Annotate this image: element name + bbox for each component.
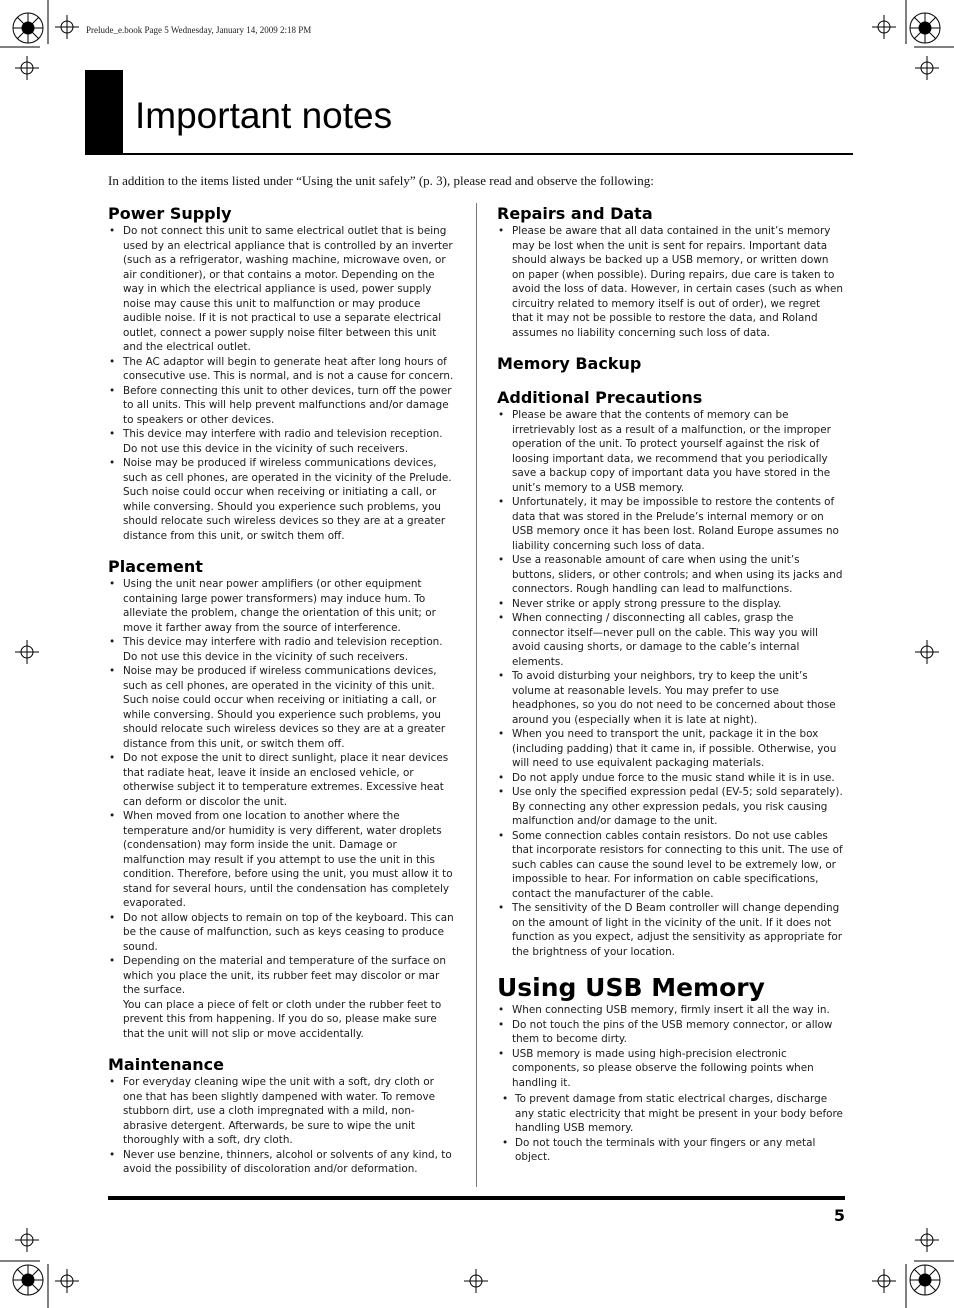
section-power-supply bbox=[108, 204, 454, 543]
list-item: • Never use benzine, thinners, alcohol or solvents of any kind, to avoid the possibility of discoloration and/or deformation. bbox=[108, 1148, 454, 1177]
section-repairs-and-data bbox=[497, 204, 844, 340]
list-item: • Use only the specified expression pedal (EV-5; sold separately). By connecting any other expression pedals, you risk causing malfunction and/or damage to the unit. bbox=[497, 785, 844, 829]
section-heading: Using USB Memory bbox=[497, 973, 765, 1002]
file-info: Prelude_e.book Page 5 Wednesday, January 14, 2009 2:18 PM bbox=[86, 25, 312, 35]
list-item: • Using the unit near power amplifiers (or other equipment containing large power transformers) may induce hum. To alleviate the problem, change the orientation of this unit; or move it farther away from the source of interference. bbox=[108, 577, 454, 635]
list-item: • Do not allow objects to remain on top of the keyboard. This can be the cause of malfunction, such as keys ceasing to produce sound. bbox=[108, 911, 454, 955]
left-column bbox=[108, 204, 454, 1177]
bullet-list bbox=[497, 224, 844, 340]
starburst-top-left-icon bbox=[13, 13, 43, 43]
list-item: • Please be aware that the contents of memory can be irretrievably lost as a result of a malfunction, or the improper operation of the unit. To protect yourself against the risk of loosing important data, we recommend that you periodically save a backup copy of important data you have stored in the unit’s memory to a USB memory. bbox=[497, 408, 844, 495]
crosshair-icon bbox=[872, 15, 896, 39]
list-item: • USB memory is made using high-precision electronic components, so please observe the following points when handling it. bbox=[497, 1047, 844, 1091]
list-item: • Noise may be produced if wireless communications devices, such as cell phones, are operated in the vicinity of this unit. Such noise could occur when receiving or initiating a call, or while conversing. Should you experience such problems, you should relocate such wireless devices so they are at a greater distance from this unit, or switch them off. bbox=[108, 664, 454, 751]
crosshair-icon bbox=[464, 1269, 488, 1293]
list-item: • The sensitivity of the D Beam controller will change depending on the amount of light in the vicinity of the unit. If it does not function as you expect, adjust the sensitivity as appropriate for the brightness of your location. bbox=[497, 901, 844, 959]
crosshair-icon bbox=[915, 640, 939, 664]
list-item: • Please be aware that all data contained in the unit’s memory may be lost when the unit is sent for repairs. Important data should always be backed up a USB memory, or written down on paper (when possible). During repairs, due care is taken to avoid the loss of data. However, in certain cases (such as when circuitry related to memory itself is out of order), we regret that it may not be possible to restore the data, and Roland assumes no liability concerning such loss of data. bbox=[497, 224, 844, 340]
section-heading: Repairs and Data bbox=[497, 204, 653, 223]
title-block bbox=[85, 70, 123, 154]
list-item: • When moved from one location to another where the temperature and/or humidity is very different, water droplets (condensation) may form inside the unit. Damage or malfunction may result if you attempt to use the unit in this condition. Therefore, before using the unit, you must allow it to stand for several hours, until the condensation has completely evaporated. bbox=[108, 809, 454, 911]
sub-list-item: • To prevent damage from static electrical charges, discharge any static electricity that might be present in your body before handling USB memory. bbox=[497, 1092, 844, 1136]
bullet-list bbox=[108, 1075, 454, 1177]
crosshair-icon bbox=[915, 1228, 939, 1252]
list-item: • Do not connect this unit to same electrical outlet that is being used by an electrical appliance that is controlled by an inverter (such as a refrigerator, washing machine, microwave oven, or air conditioner), or that contains a motor. Depending on the way in which the electrical appliance is used, power supply noise may cause this unit to malfunction or may produce audible noise. If it is not practical to use a separate electrical outlet, connect a power supply noise filter between this unit and the electrical outlet. bbox=[108, 224, 454, 355]
section-using-usb-memory bbox=[497, 973, 844, 1165]
bullet-list bbox=[108, 224, 454, 543]
crosshair-icon bbox=[15, 640, 39, 664]
crosshair-icon bbox=[15, 56, 39, 80]
section-memory-backup bbox=[497, 354, 844, 374]
bullet-list bbox=[497, 1003, 844, 1090]
bullet-list bbox=[108, 577, 454, 1041]
list-item: • The AC adaptor will begin to generate heat after long hours of consecutive use. This is normal, and is not a cause for concern. bbox=[108, 355, 454, 384]
crosshair-icon bbox=[15, 1228, 39, 1252]
page-number: 5 bbox=[833, 1206, 845, 1225]
list-item: • Some connection cables contain resistors. Do not use cables that incorporate resistors for connecting to this unit. The use of such cables can cause the sound level to be extremely low, or impossible to hear. For information on cable specifications, contact the manufacturer of the cable. bbox=[497, 829, 844, 902]
list-item: • To avoid disturbing your neighbors, try to keep the unit’s volume at reasonable levels. You may prefer to use headphones, so you do not need to be concerned about those around you (especially when it is late at night). bbox=[497, 669, 844, 727]
crosshair-icon bbox=[55, 1269, 79, 1293]
crosshair-icon bbox=[915, 56, 939, 80]
section-heading: Placement bbox=[108, 557, 203, 576]
column-divider bbox=[476, 203, 477, 1187]
starburst-top-right-icon bbox=[910, 13, 940, 43]
list-item: • For everyday cleaning wipe the unit with a soft, dry cloth or one that has been slightly dampened with water. To remove stubborn dirt, use a cloth impregnated with a mild, non-abrasive detergent. Afterwards, be sure to wipe the unit thoroughly with a soft, dry cloth. bbox=[108, 1075, 454, 1148]
list-item: • Never strike or apply strong pressure to the display. bbox=[497, 597, 844, 612]
section-heading: Power Supply bbox=[108, 204, 232, 223]
bullet-list bbox=[497, 408, 844, 959]
starburst-bottom-left-icon bbox=[13, 1265, 43, 1295]
list-item: • Do not touch the pins of the USB memory connector, or allow them to become dirty. bbox=[497, 1018, 844, 1047]
sub-bullet-list bbox=[497, 1092, 844, 1165]
section-maintenance bbox=[108, 1055, 454, 1177]
footer-rule bbox=[108, 1196, 845, 1200]
list-item: • Noise may be produced if wireless communications devices, such as cell phones, are operated in the vicinity of the Prelude. Such noise could occur when receiving or initiating a call, or while conversing. Should you experience such problems, you should relocate such wireless devices so they are at a greater distance from this unit, or switch them off. bbox=[108, 456, 454, 543]
list-item: • Before connecting this unit to other devices, turn off the power to all units. This will help prevent malfunctions and/or damage to speakers or other devices. bbox=[108, 384, 454, 428]
list-item: • When you need to transport the unit, package it in the box (including padding) that it came in, if possible. Otherwise, you will need to use equivalent packaging materials. bbox=[497, 727, 844, 771]
section-heading: Additional Precautions bbox=[497, 388, 703, 407]
crosshair-icon bbox=[55, 15, 79, 39]
title-rule bbox=[85, 153, 853, 155]
list-item: • Unfortunately, it may be impossible to restore the contents of data that was stored in the Prelude’s internal memory or on USB memory once it has been lost. Roland Europe assumes no liability concerning such loss of data. bbox=[497, 495, 844, 553]
section-heading: Memory Backup bbox=[497, 354, 642, 373]
section-additional-precautions bbox=[497, 388, 844, 959]
list-item: • Use a reasonable amount of care when using the unit’s buttons, sliders, or other controls; and when using its jacks and connectors. Rough handling can lead to malfunctions. bbox=[497, 553, 844, 597]
crosshair-icon bbox=[872, 1269, 896, 1293]
list-item: • Do not expose the unit to direct sunlight, place it near devices that radiate heat, leave it inside an enclosed vehicle, or otherwise subject it to temperature extremes. Excessive heat can deform or discolor the unit. bbox=[108, 751, 454, 809]
list-item: • Do not apply undue force to the music stand while it is in use. bbox=[497, 771, 844, 786]
starburst-bottom-right-icon bbox=[910, 1265, 940, 1295]
list-item: • Depending on the material and temperature of the surface on which you place the unit, its rubber feet may discolor or mar the surface. You can place a piece of felt or cloth under the rubber feet to prevent this from happening. If you do so, please make sure that the unit will not slip or move accidentally. bbox=[108, 954, 454, 1041]
section-placement bbox=[108, 557, 454, 1041]
section-heading: Maintenance bbox=[108, 1055, 225, 1074]
list-item: • When connecting USB memory, firmly insert it all the way in. bbox=[497, 1003, 844, 1018]
list-item: • This device may interfere with radio and television reception. Do not use this device in the vicinity of such receivers. bbox=[108, 635, 454, 664]
right-column bbox=[497, 204, 844, 1165]
list-item: • When connecting / disconnecting all cables, grasp the connector itself—never pull on the cable. This way you will avoid causing shorts, or damage to the cable’s internal elements. bbox=[497, 611, 844, 669]
sub-list-item: • Do not touch the terminals with your fingers or any metal object. bbox=[497, 1136, 844, 1165]
list-item: • This device may interfere with radio and television reception. Do not use this device in the vicinity of such receivers. bbox=[108, 427, 454, 456]
page-title: Important notes bbox=[135, 95, 393, 136]
intro-text: In addition to the items listed under “Using the unit safely” (p. 3), please read and observe the following: bbox=[108, 173, 654, 188]
